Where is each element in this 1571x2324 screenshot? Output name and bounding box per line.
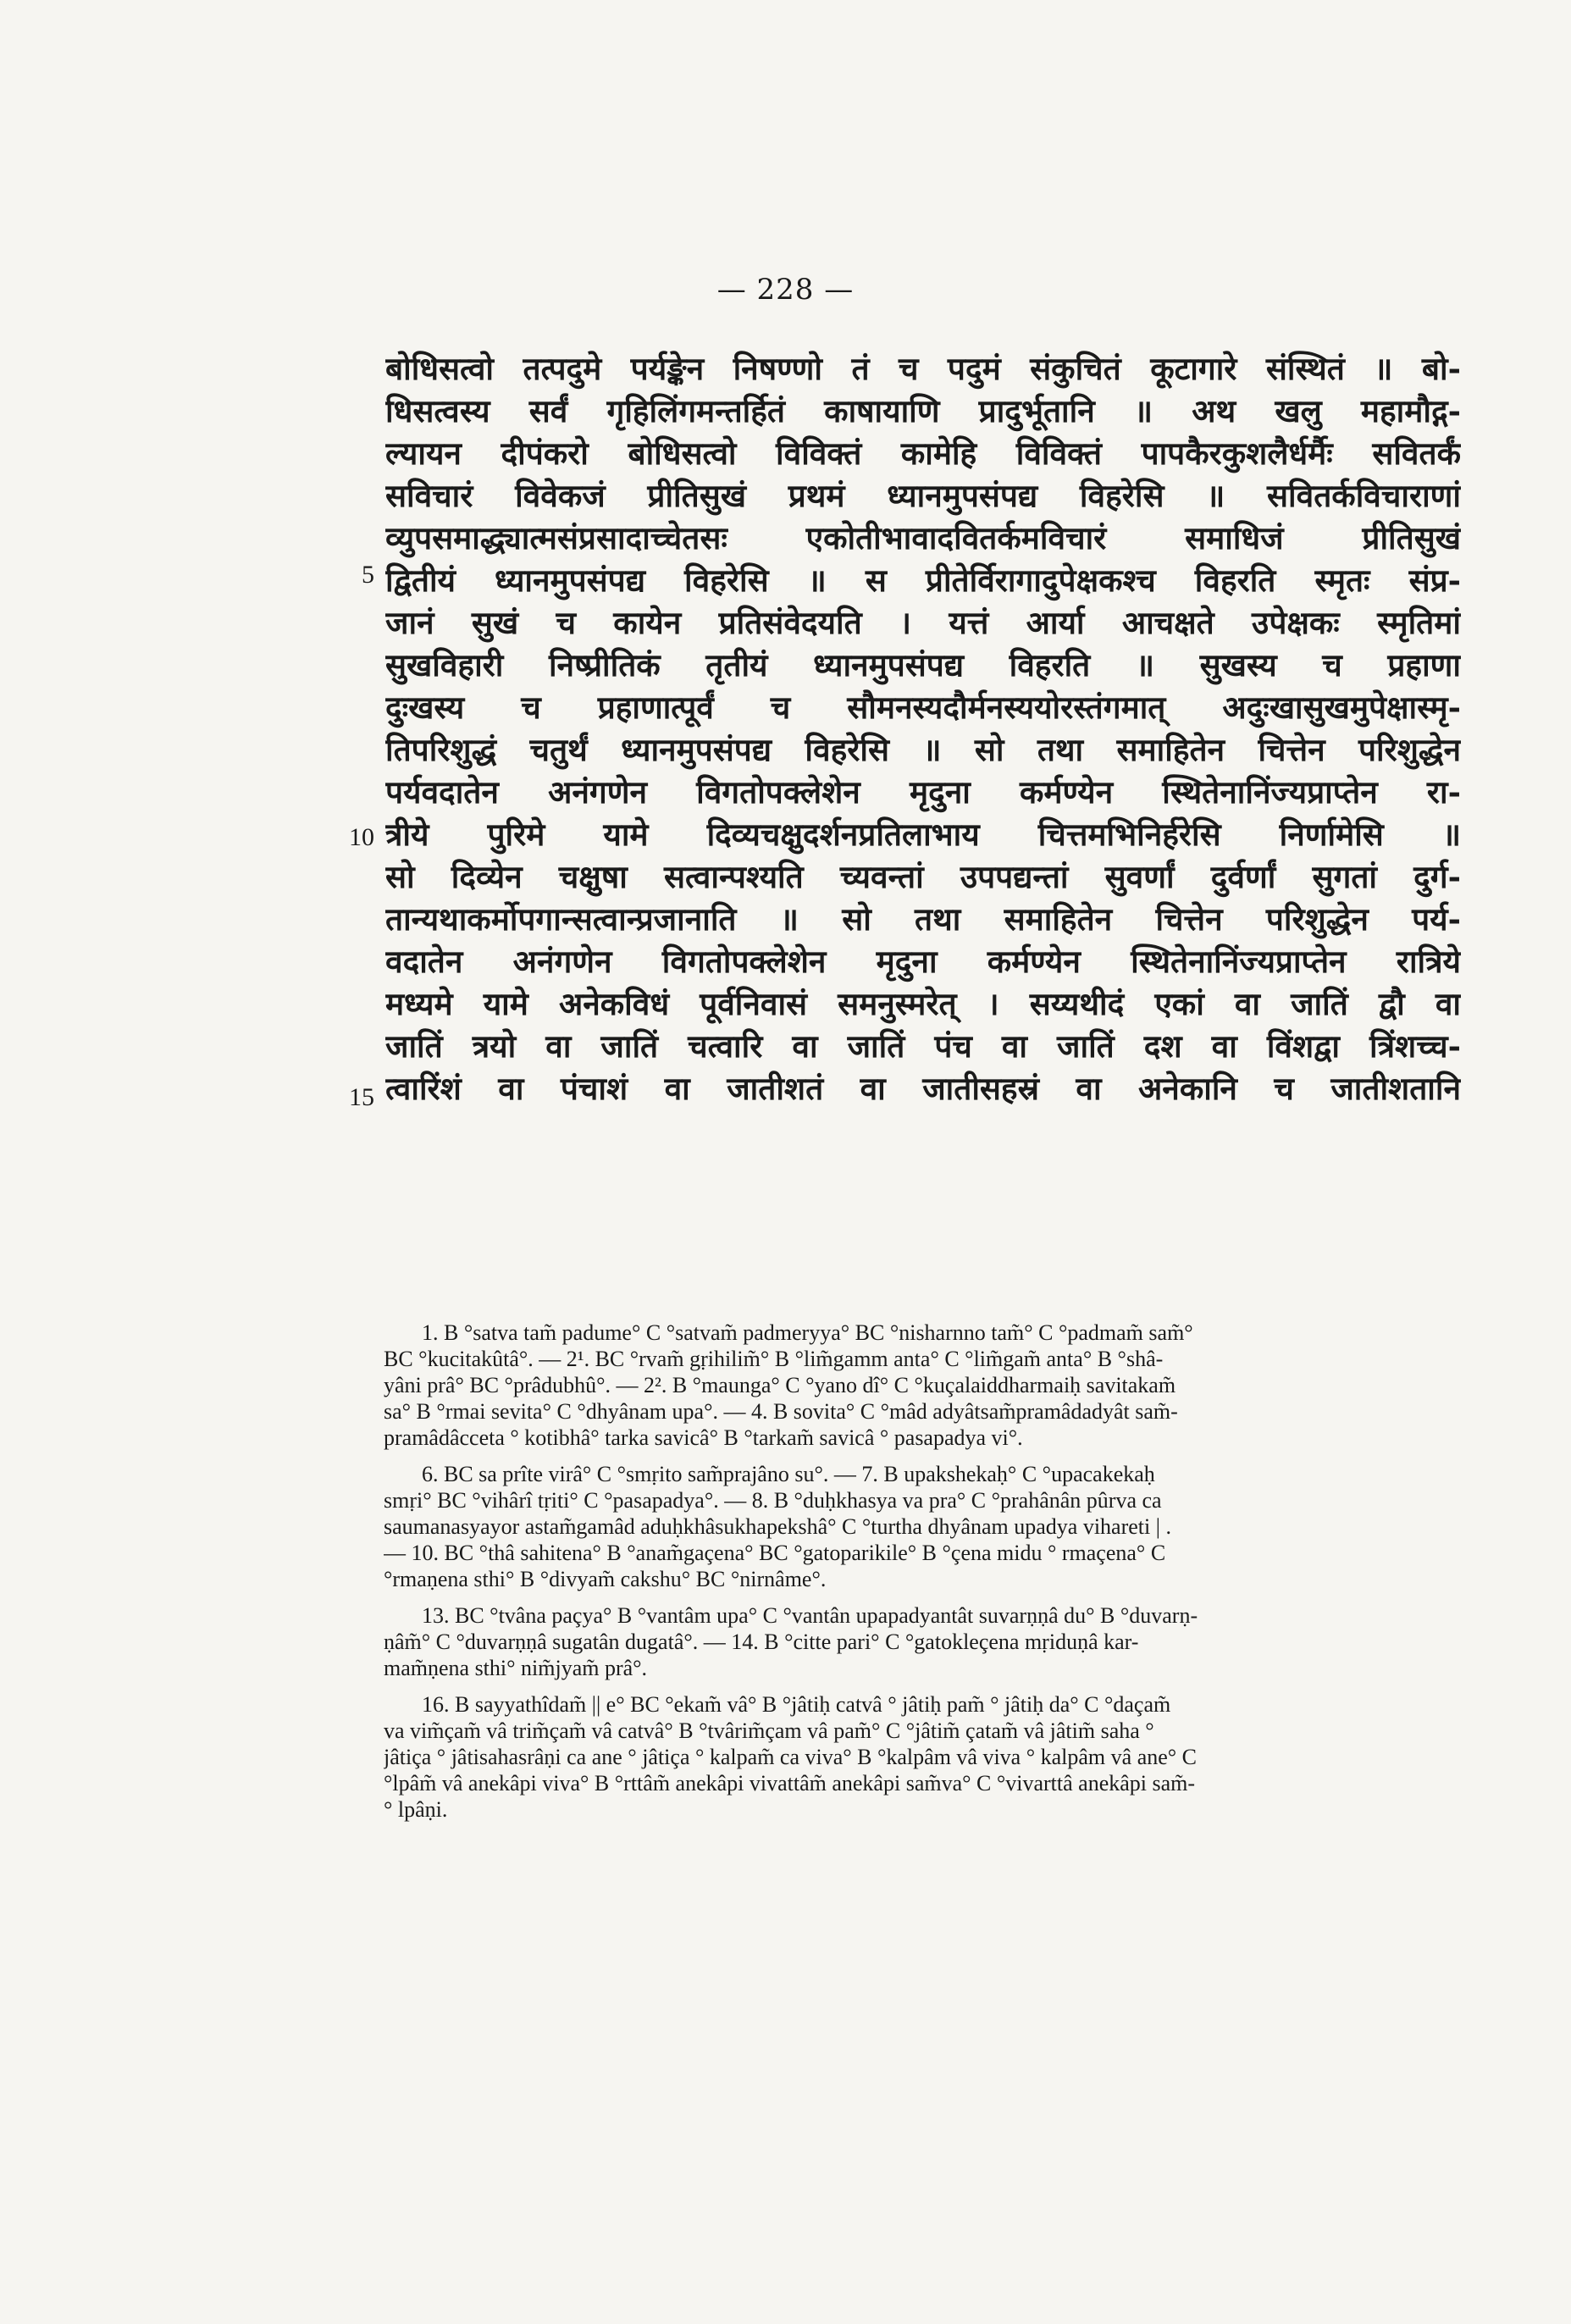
footnote-line: 13. BC °tvâna paçya° B °vantâm upa° C °vantân upapadyantât suvarṇṇâ du° B °duvarṇ- — [422, 1603, 1198, 1628]
text-line: त्रीये पुरिमे यामे दिव्यचक्षुदर्शनप्रतिलाभाय चित्तमभिनिर्हरेसि निर्णामेसि ॥ — [385, 816, 1461, 853]
footnote-line: smṛi° BC °vihârî tṛiti° C °pasapadya°. — 8. B °duḥkhasya va pra° C °prahânân pûrva ca — [384, 1488, 1162, 1513]
footnote-line: sa° B °rmai sevita° C °dhyânam upa°. — 4. B sovita° C °mâd adyâtsam̃pramâdadyât sam̃- — [384, 1399, 1178, 1424]
footnote-line: 6. BC sa prîte virâ° C °smṛito sam̃prajâno su°. — 7. B upakshekaḥ° C °upacakekaḥ — [422, 1462, 1155, 1486]
footnote-line: va vim̃çam̃ vâ trim̃çam̃ vâ catvâ° B °tvârim̃çam vâ pam̃° C °jâtim̃ çatam̃ vâ jâtim̃ saha ° — [384, 1718, 1154, 1743]
line-marker-15: 15 — [349, 1083, 374, 1111]
footnote-line: °rmaṇena sthi° B °divyam̃ cakshu° BC °nirnâme°. — [384, 1567, 827, 1591]
text-line: द्वितीयं ध्यानमुपसंपद्य विहरेसि ॥ स प्रीतेर्विरागादुपेक्षकश्च विहरति स्मृतः संप्र- — [385, 562, 1461, 599]
footnote-line: yâni prâ° BC °prâdubhû°. — 2². B °maunga° C °yano dî° C °kuçalaiddharmaiḥ savitakam̃ — [384, 1373, 1176, 1397]
footnote-line: jâtiça ° jâtisahasrâṇi ca ane ° jâtiça ° kalpam̃ ca viva° B °kalpâm vâ viva ° kalpâm vâ ane° C — [384, 1745, 1198, 1769]
sanskrit-text — [385, 347, 1461, 1109]
footnote-line: BC °kucitakûtâ°. — 2¹. BC °rvam̃ gṛihilim̃° B °lim̃gamm anta° C °lim̃gam̃ anta° B °shâ- — [384, 1347, 1164, 1371]
footnote-block — [384, 1461, 1463, 1592]
text-line: तान्यथाकर्मोपगान्सत्वान्प्रजानाति ॥ सो तथा समाहितेन चित्तेन परिशुद्धेन पर्य- — [385, 900, 1461, 938]
text-line: सुखविहारी निष्प्रीतिकं तृतीयं ध्यानमुपसंपद्य विहरति ॥ सुखस्य च प्रहाणा — [385, 646, 1461, 683]
footnote-line: pramâdâcceta ° kotibhâ° tarka savicâ° B °tarkam̃ savicâ ° pasapadya vi°. — [384, 1425, 1023, 1450]
text-line: जातिं त्रयो वा जातिं चत्वारि वा जातिं पंच वा जातिं दश वा विंशद्वा त्रिंशच्च- — [385, 1027, 1461, 1065]
text-line: दुःखस्य च प्रहाणात्पूर्वं च सौमनस्यदौर्मनस्ययोरस्तंगमात् अदुःखासुखमुपेक्षास्मृ- — [385, 689, 1461, 726]
footnote-line: mam̃ṇena sthi° nim̃jyam̃ prâ°. — [384, 1656, 648, 1680]
footnote-block — [384, 1320, 1463, 1451]
footnote-block — [384, 1602, 1463, 1681]
text-line: वदातेन अनंगणेन विगतोपक्लेशेन मृदुना कर्मण्येन स्थितेनानिंज्यप्राप्तेन रात्रिये — [385, 943, 1461, 980]
footnote-line: ° lpâṇi. — [384, 1797, 448, 1822]
text-line: जानं सुखं च कायेन प्रतिसंवेदयति । यत्तं आर्या आचक्षते उपेक्षकः स्मृतिमां — [385, 604, 1461, 641]
text-line: सविचारं विवेकजं प्रीतिसुखं प्रथमं ध्यानमुपसंपद्य विहरेसि ॥ सवितर्कविचाराणां — [385, 477, 1461, 514]
text-line: सो दिव्येन चक्षुषा सत्वान्पश्यति च्यवन्तां उपपद्यन्तां सुवर्णां दुर्वर्णां सुगतां दुर्ग- — [385, 858, 1461, 895]
text-line: मध्यमे यामे अनेकविधं पूर्वनिवासं समनुस्मरेत् । सय्यथीदं एकां वा जातिं द्वौ वा — [385, 985, 1461, 1022]
footnote-line: 16. B sayyathîdam̃ || e° BC °ekam̃ vâ° B °jâtiḥ catvâ ° jâtiḥ pam̃ ° jâtiḥ da° C °daçam̃ — [422, 1692, 1171, 1717]
footnote-line: °lpâm̃ vâ anekâpi viva° B °rttâm̃ anekâpi vivattâm̃ anekâpi sam̃va° C °vivarttâ anekâpi sam̃- — [384, 1771, 1196, 1796]
text-line: बोधिसत्वो तत्पदुमे पर्यङ्केन निषण्णो तं च पदुमं संकुचितं कूटागारे संस्थितं ॥ बो- — [385, 350, 1461, 387]
page-number: — 228 — — [716, 273, 855, 307]
footnote-line: ṇâm̃° C °duvarṇṇâ sugatân dugatâ°. — 14. B °citte pari° C °gatokleçena mṛiduṇâ kar- — [384, 1630, 1139, 1654]
text-line: ल्यायन दीपंकरो बोधिसत्वो विविक्तं कामेहि विविक्तं पापकैरकुशलैर्धर्मैः सवितर्कं — [385, 434, 1461, 472]
footnote-block — [384, 1691, 1463, 1823]
text-line: त्वारिंशं वा पंचाशं वा जातीशतं वा जातीसहस्रं वा अनेकानि च जातीशतानि — [385, 1070, 1461, 1107]
footnotes — [384, 1320, 1463, 1833]
footnote-line: 1. B °satva tam̃ padume° C °satvam̃ padmeryya° BC °nisharnno tam̃° C °padmam̃ sam̃° — [422, 1320, 1193, 1345]
text-line: पर्यवदातेन अनंगणेन विगतोपक्लेशेन मृदुना कर्मण्येन स्थितेनानिंज्यप्राप्तेन रा- — [385, 773, 1461, 811]
text-line: व्युपसमाद्ध्यात्मसंप्रसादाच्चेतसः एकोतीभावादवितर्कमविचारं समाधिजं प्रीतिसुखं — [385, 519, 1461, 556]
footnote-line: saumanasyayor astam̃gamâd aduḥkhâsukhapekshâ° C °turtha dhyânam upadya vihareti | . — [384, 1514, 1171, 1539]
line-marker-10: 10 — [349, 823, 374, 851]
text-line: तिपरिशुद्धं चतुर्थं ध्यानमुपसंपद्य विहरेसि ॥ सो तथा समाहितेन चित्तेन परिशुद्धेन — [385, 731, 1461, 768]
footnote-line: — 10. BC °thâ sahitena° B °anam̃gaçena° BC °gatoparikile° B °çena midu ° rmaçena° C — [384, 1541, 1166, 1565]
line-marker-5: 5 — [362, 561, 374, 589]
text-line: धिसत्वस्य सर्वं गृहिलिंगमन्तर्हितं काषायाणि प्रादुर्भूतानि ॥ अथ खलु महामौद्ग- — [385, 392, 1461, 429]
